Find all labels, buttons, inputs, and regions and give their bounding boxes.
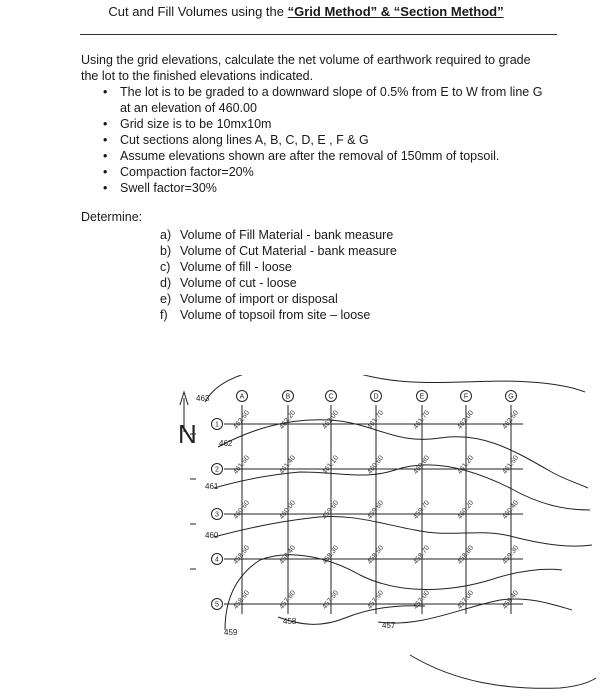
determine-item (160, 227, 397, 243)
contour-label-457: 457 (382, 621, 396, 630)
elevation-label: 457.50 (321, 589, 341, 611)
contour-label-461: 461 (205, 482, 219, 491)
elevation-label: 461.70 (412, 409, 432, 431)
column-marker-G (506, 391, 517, 402)
elevation-label: 458.50 (366, 544, 386, 566)
title-grid-method: “Grid Method” (287, 4, 378, 19)
column-label: D (373, 393, 379, 401)
column-label: G (508, 393, 514, 401)
elevation-label: 458.50 (232, 589, 252, 611)
row-marker-1 (212, 419, 223, 430)
elevation-label: 462.00 (456, 409, 476, 431)
contour-line-458 (278, 606, 425, 625)
elevation-label: 460.20 (456, 499, 476, 521)
elevation-label: 462.50 (501, 409, 521, 431)
determine-list (160, 227, 397, 323)
requirement-item: • The lot is to be graded to a downward slope of 0.5% from E to W from line G at an elevation of 460.00 (100, 84, 550, 116)
elevation-label: 458.40 (501, 589, 521, 611)
elevation-label: 457.50 (366, 589, 386, 611)
item-text: Volume of Cut Material - bank measure (180, 244, 397, 258)
elevation-label: 462.00 (321, 409, 341, 431)
contour-line-463 (205, 375, 585, 402)
elevation-label: 461.50 (232, 454, 252, 476)
row-marker-4 (212, 554, 223, 565)
elevation-label: 461.70 (366, 409, 386, 431)
contour-line-462 (218, 420, 588, 488)
elevation-label: 460.50 (232, 499, 252, 521)
requirement-item: • Assume elevations shown are after the removal of 150mm of topsoil. (100, 148, 550, 164)
elevation-label: 457.80 (278, 589, 298, 611)
item-text: Volume of Fill Material - bank measure (180, 228, 394, 242)
column-marker-E (417, 391, 428, 402)
title-divider (80, 34, 557, 35)
item-text: Volume of cut - loose (180, 276, 297, 290)
elevation-label: 460.00 (278, 499, 298, 521)
requirement-item: • Swell factor=30% (100, 180, 550, 196)
column-marker-F (461, 391, 472, 402)
grid-plan-drawing (0, 375, 612, 700)
elevation-label: 458.80 (456, 544, 476, 566)
determine-item (160, 307, 397, 323)
item-letter: e) (160, 292, 172, 306)
contour-label-458: 458 (283, 617, 297, 626)
contour-label-463: 463 (196, 394, 210, 403)
contour-line-456 (410, 655, 596, 688)
item-letter: c) (160, 260, 171, 274)
row-marker-2 (212, 464, 223, 475)
row-label: 4 (215, 556, 219, 564)
item-text: Volume of fill - loose (180, 260, 292, 274)
column-label: E (419, 393, 425, 401)
elevation-label: 461.50 (501, 454, 521, 476)
elevation-label: 457.00 (456, 589, 476, 611)
item-letter: a) (160, 228, 172, 242)
elevation-label: 460.40 (501, 499, 521, 521)
intro-paragraph: Using the grid elevations, calculate the net volume of earthwork required to grade the lot to the finished elevations indicated. (81, 53, 531, 83)
determine-item (160, 275, 397, 291)
elevation-label: 462.50 (232, 409, 252, 431)
item-text: Volume of import or disposal (180, 292, 338, 306)
elevation-label: 458.70 (412, 544, 432, 566)
elevation-label: 459.70 (412, 499, 432, 521)
contour-line-461 (214, 465, 590, 510)
column-label: A (239, 393, 245, 401)
elevation-label: 458.40 (278, 544, 298, 566)
row-label: 2 (215, 466, 219, 474)
column-label: C (328, 393, 334, 401)
elevation-label: 458.30 (321, 544, 341, 566)
contour-line-457 (378, 599, 572, 623)
elevation-label: 460.60 (366, 454, 386, 476)
determine-label: Determine: (81, 210, 143, 224)
item-letter: b) (160, 244, 172, 258)
elevation-label: 461.10 (321, 454, 341, 476)
elevation-label: 461.20 (456, 454, 476, 476)
elevation-label: 459.30 (501, 544, 521, 566)
contour-line-460 (214, 516, 592, 546)
requirement-item: • Grid size is to be 10mx10m (100, 116, 550, 132)
column-marker-D (371, 391, 382, 402)
page-title (0, 4, 612, 19)
north-label: N (178, 419, 197, 449)
contour-label-459: 459 (224, 628, 238, 637)
elevation-label: 460.80 (412, 454, 432, 476)
determine-item (160, 259, 397, 275)
item-text: Volume of topsoil from site – loose (180, 308, 371, 322)
elevation-label: 457.00 (412, 589, 432, 611)
item-letter: d) (160, 276, 172, 290)
requirement-item: • Compaction factor=20% (100, 164, 550, 180)
elevation-label: 458.50 (232, 544, 252, 566)
title-joiner: & (377, 4, 394, 19)
elevation-label: 462.20 (278, 409, 298, 431)
determine-item (160, 243, 397, 259)
column-marker-A (237, 391, 248, 402)
contour-label-462: 462 (219, 439, 233, 448)
column-marker-B (283, 391, 294, 402)
column-marker-C (326, 391, 337, 402)
row-label: 1 (215, 421, 219, 429)
requirement-item: • Cut sections along lines A, B, C, D, E , F & G (100, 132, 550, 148)
column-label: F (463, 393, 469, 401)
elevation-label: 459.60 (366, 499, 386, 521)
title-prefix: Cut and Fill Volumes using the (108, 4, 288, 19)
elevation-label: 459.60 (321, 499, 341, 521)
determine-item (160, 291, 397, 307)
contour-label-460: 460 (205, 531, 219, 540)
row-marker-3 (212, 509, 223, 520)
item-letter: f) (160, 308, 168, 322)
row-marker-5 (212, 599, 223, 610)
row-label: 5 (215, 601, 219, 609)
north-arrow (178, 392, 197, 449)
column-label: B (285, 393, 291, 401)
row-label: 3 (215, 511, 219, 519)
title-section-method: “Section Method” (393, 4, 504, 19)
elevation-label: 461.40 (278, 454, 298, 476)
requirements-list (100, 84, 550, 196)
